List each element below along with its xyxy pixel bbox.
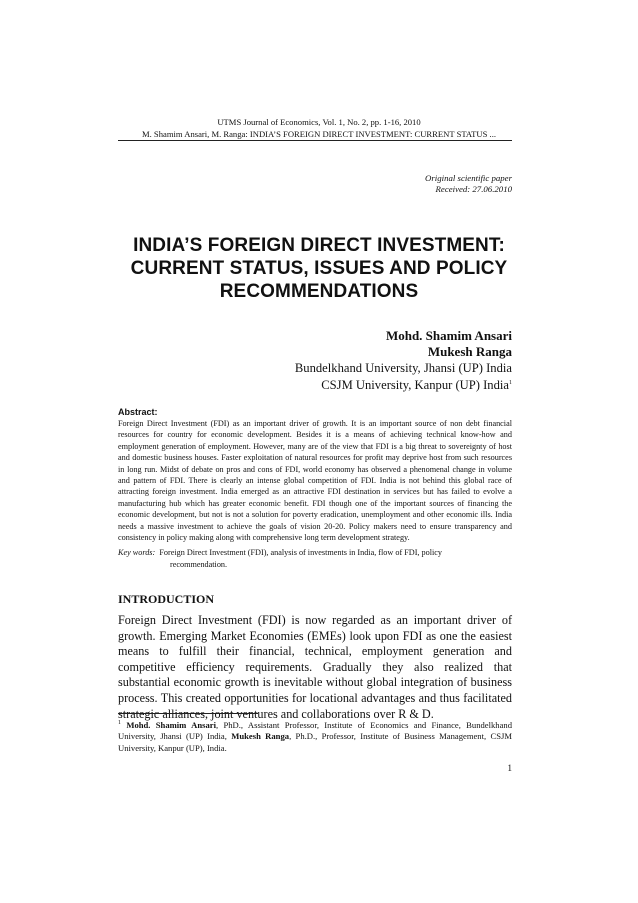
keywords-label: Key words: [118, 548, 156, 557]
title-line-3: RECOMMENDATIONS [219, 281, 419, 302]
abstract-text: Foreign Direct Investment (FDI) as an important driver of growth. It is an important source of non debt financial resources for country for economic development. Besides it is a means of achieving technical know-how and employment generation of employment. However, many are of the view that FDI is a big threat to sovereignty of host and domestic business houses. Faster exploitation of natural resources for profit may deprive host from such resources in long run. Midst of debate on pros and cons of FDI, world economy has observed a phenomenal change in volume and pattern of FDI. There is clearly an intense global competition of FDI. India is not behind this global race of attracting foreign investment. India emerged as an attractive FDI destination in services but has failed to evolve a manufacturing hub which has greater economic benefit. FDI though one of the important sources of financing the economic development, but not is not a solution for poverty eradication, unemployment and other economic ills. India needs a massive investment to achieve the goals of vision 20-20. Policy makers need to ensure transparency and consistency in policy making along with comprehensive long term development strategy. [118, 419, 512, 543]
footnote [118, 718, 512, 754]
affiliation-2 [321, 378, 512, 393]
introduction-heading: INTRODUCTION [118, 592, 215, 606]
footnote-text-2: , Ph.D., Professor, Institute of Business Management, CSJM University, Kanpur (UP), India. [118, 731, 512, 753]
footnote-author-2: Mukesh Ranga [231, 731, 290, 742]
header-rule [118, 140, 512, 141]
title-line-2: CURRENT STATUS, ISSUES AND POLICY [130, 258, 508, 279]
introduction-text: Foreign Direct Investment (FDI) is now regarded as an important driver of growth. Emerging Market Economies (EMEs) look upon FDI as one the easiest means to fulfill their financial, technical, employment generation and competitive efficiency requirements. Gradually they also realized that substantial economic growth is inevitable without global integration of business process. This created opportunities for locational advantages and thus facilitated strategic alliances, joint ventures and collaborations over R & D. [118, 613, 512, 721]
footnote-ref: 1 [509, 379, 512, 386]
journal-citation: UTMS Journal of Economics, Vol. 1, No. 2, pp. 1-16, 2010 [217, 117, 421, 127]
paper-type: Original scientific paper [425, 173, 512, 183]
abstract-heading: Abstract: [118, 407, 158, 417]
footnote-marker: 1 [118, 720, 121, 726]
keywords-line-1: Foreign Direct Investment (FDI), analysis of investments in India, flow of FDI, policy [159, 548, 442, 557]
footnote-author-1: Mohd. Shamim Ansari [126, 719, 216, 730]
received-date: Received: 27.06.2010 [435, 184, 512, 194]
footnote-text-1: , PhD., Assistant Professor, Institute of Economics and Finance, Bundelkhand University, Jhansi (UP) India, [118, 719, 512, 742]
affiliation-2-text: CSJM University, Kanpur (UP) India [321, 378, 509, 392]
keywords-line-2: recommendation. [170, 559, 228, 569]
author-1: Mohd. Shamim Ansari [385, 328, 512, 343]
title-line-1: INDIA’S FOREIGN DIRECT INVESTMENT: [133, 235, 505, 256]
footnote-rule [118, 713, 258, 714]
running-title: M. Shamim Ansari, M. Ranga: INDIA’S FOREIGN DIRECT INVESTMENT: CURRENT STATUS ... [141, 129, 496, 139]
affiliation-1: Bundelkhand University, Jhansi (UP) India [294, 361, 512, 375]
page-number: 1 [507, 764, 512, 774]
paper-title [118, 234, 520, 303]
keywords [118, 547, 512, 570]
author-2: Mukesh Ranga [427, 344, 512, 359]
